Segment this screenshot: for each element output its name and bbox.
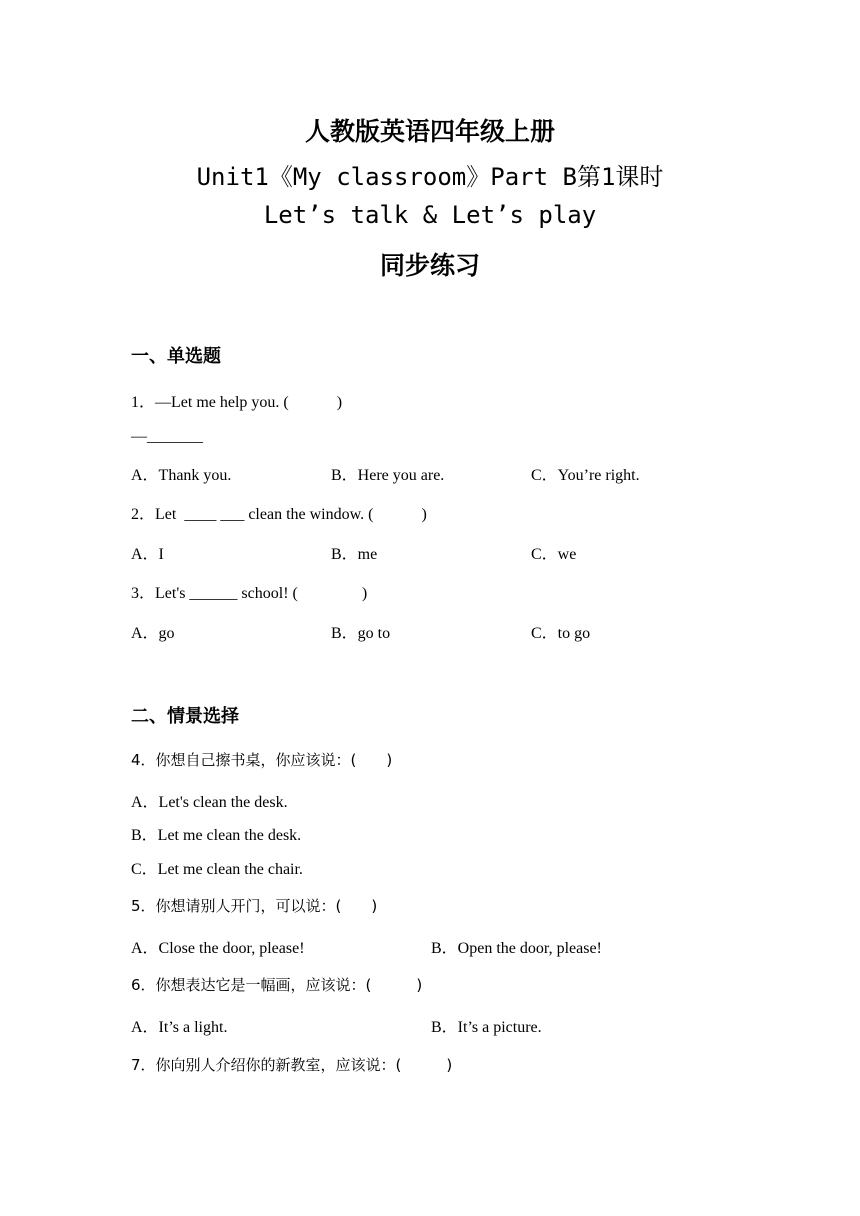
question-2-option-b: B．me — [331, 546, 378, 563]
title-lesson: Let’s talk & Let’s play — [263, 201, 597, 229]
question-6: 6．你想表达它是一幅画，应该说：( ) — [131, 976, 423, 994]
title-textbook: 人教版英语四年级上册 — [304, 117, 555, 146]
question-3: 3．Let's ______ school! ( ) — [131, 585, 368, 602]
question-3-option-a: A．go — [131, 625, 175, 642]
question-1: 1．—Let me help you. ( ) — [131, 394, 343, 411]
title-unit: Unit1《My classroom》Part B第1课时 — [196, 163, 664, 191]
question-3-option-c: C．to go — [531, 625, 591, 642]
question-2: 2．Let ____ ___ clean the window. ( ) — [131, 506, 427, 523]
question-6-option-b: B．It’s a picture. — [431, 1019, 542, 1036]
section-heading-situational-choice: 二、情景选择 — [131, 706, 239, 727]
question-1-option-a: A．Thank you. — [131, 467, 232, 484]
question-4: 4．你想自己擦书桌，你应该说：( ) — [131, 751, 393, 769]
question-5: 5．你想请别人开门，可以说：( ) — [131, 897, 378, 915]
question-1-option-b: B．Here you are. — [331, 467, 445, 484]
question-5-option-a: A．Close the door, please! — [131, 940, 305, 957]
question-5-option-b: B．Open the door, please! — [431, 940, 602, 957]
question-6-option-a: A．It’s a light. — [131, 1019, 228, 1036]
section-heading-single-choice: 一、单选题 — [131, 346, 221, 367]
question-4-option-a: A．Let's clean the desk. — [131, 794, 288, 811]
question-4-option-c: C．Let me clean the chair. — [131, 861, 303, 878]
question-4-option-b: B．Let me clean the desk. — [131, 827, 302, 844]
question-3-option-b: B．go to — [331, 625, 391, 642]
question-1-option-c: C．You’re right. — [531, 467, 640, 484]
question-7: 7．你向别人介绍你的新教室，应该说：( ) — [131, 1056, 453, 1074]
question-1-answer-line: —_______ — [131, 428, 203, 445]
question-2-option-a: A．I — [131, 546, 164, 563]
question-2-option-c: C．we — [531, 546, 577, 563]
title-exercise: 同步练习 — [379, 251, 480, 280]
